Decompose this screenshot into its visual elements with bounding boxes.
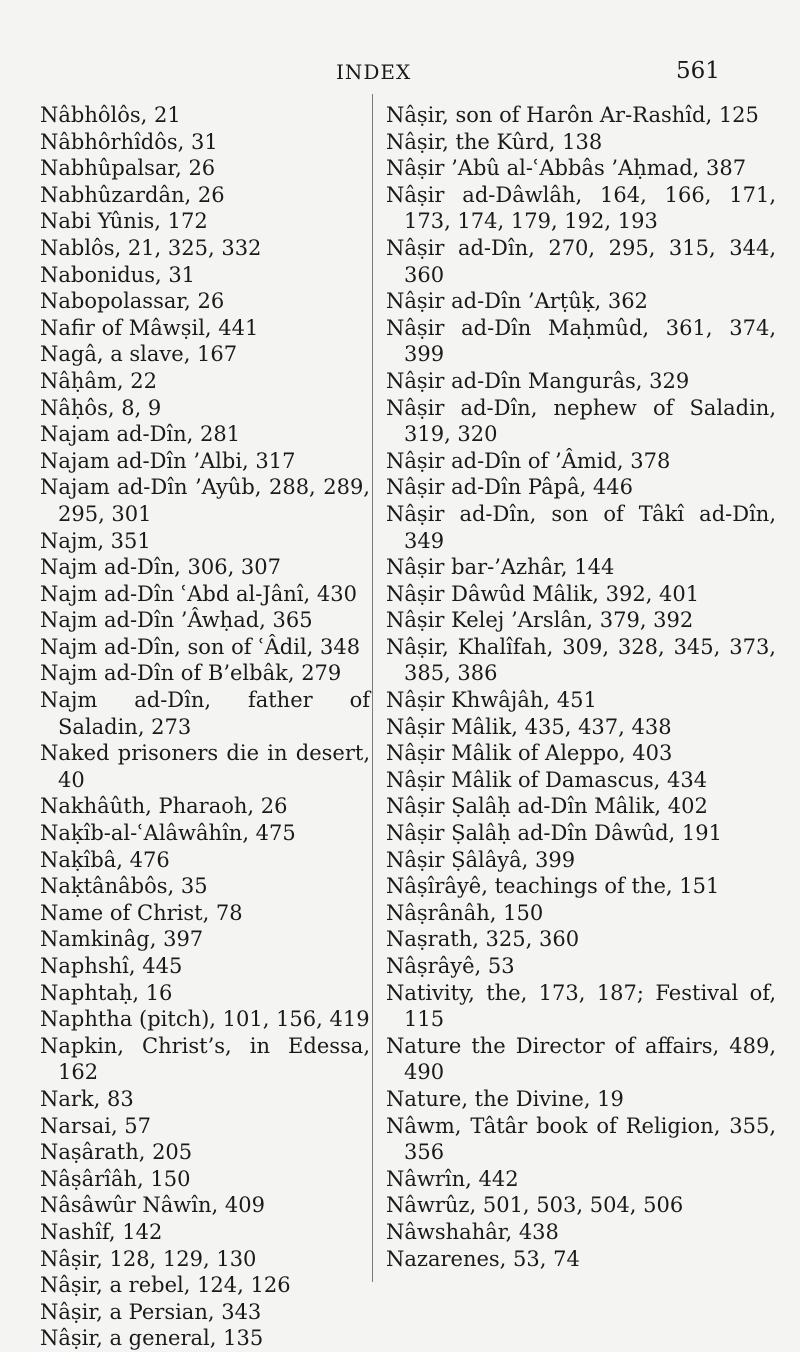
index-entry: Nâṣir, the Kûrd, 138 xyxy=(386,129,603,154)
index-column-left xyxy=(40,102,370,1352)
index-entry: Najm ad-Dîn ’Âwḥad, 365 xyxy=(40,608,313,633)
index-entry: Nâṣrâyê, 53 xyxy=(386,954,515,978)
index-column-right xyxy=(386,102,776,1272)
index-entry: Nâṣir ad-Dîn Maḥmûd, 361, 374, 399 xyxy=(386,315,776,367)
index-entry: Najm ad-Dîn ʿAbd al-Jânî, 430 xyxy=(40,581,357,606)
index-entry: Nashîf, 142 xyxy=(40,1219,163,1244)
index-entry: Nâṣir Mâlik of Damascus, 434 xyxy=(386,767,708,792)
index-entry: Nâṣîrâyê, teachings of the, 151 xyxy=(386,874,720,899)
index-entry: Nark, 83 xyxy=(40,1086,134,1111)
index-entry: Nakhâûth, Pharaoh, 26 xyxy=(40,794,288,819)
column-divider xyxy=(372,94,373,1282)
index-entry: Nâṣir Dâwûd Mâlik, 392, 401 xyxy=(386,581,700,606)
page-number: 561 xyxy=(676,58,720,84)
index-entry: Nâṣrânâh, 150 xyxy=(386,900,544,925)
index-entry: Nâṣir Mâlik, 435, 437, 438 xyxy=(386,714,672,739)
index-entry: Najm ad-Dîn, 306, 307 xyxy=(40,555,281,580)
index-entry: Nâṣir bar-’Azhâr, 144 xyxy=(386,555,615,580)
index-entry: Najm ad-Dîn of B’elbâk, 279 xyxy=(40,661,342,686)
index-entry: Najam ad-Dîn ’Ayûb, 288, 289, 295, 301 xyxy=(40,475,370,526)
index-entry: Nâṣir Ṣalâḥ ad-Dîn Dâwûd, 191 xyxy=(386,821,722,846)
index-entry: Nâṣir Ṣâlâyâ, 399 xyxy=(386,847,576,872)
index-entry: Nâwm, Tâtâr book of Religion, 355, 356 xyxy=(386,1113,776,1165)
index-entry: Najm, 351 xyxy=(40,528,151,553)
index-entry: Name of Christ, 78 xyxy=(40,900,243,925)
index-entry: Nablôs, 21, 325, 332 xyxy=(40,235,262,260)
index-entry: Nâṣir ad-Dîn, son of Tâkî ad-Dîn, 349 xyxy=(386,501,776,553)
index-entry: Nâṣârîâh, 150 xyxy=(40,1166,191,1191)
index-entry: Nazarenes, 53, 74 xyxy=(386,1246,580,1271)
index-entry: Nâṣir, son of Harôn Ar-Rashîd, 125 xyxy=(386,103,759,127)
index-entry: Namkinâg, 397 xyxy=(40,927,204,952)
index-entry: Nâṣir, a general, 135 xyxy=(40,1326,264,1351)
index-entry: Nâḥâm, 22 xyxy=(40,368,157,393)
index-entry: Nagâ, a slave, 167 xyxy=(40,342,238,367)
index-entry: Nâṣir Khwâjâh, 451 xyxy=(386,688,597,713)
index-entry: Nâṣir ad-Dîn of ’Âmid, 378 xyxy=(386,448,671,473)
index-entry: Naphtha (pitch), 101, 156, 419 xyxy=(40,1007,370,1032)
index-entry: Nâṣir ad-Dîn ’Arṭûḳ, 362 xyxy=(386,289,648,314)
index-entry: Nâsâwûr Nâwîn, 409 xyxy=(40,1193,265,1218)
index-entry: Nâṣir Kelej ’Arslân, 379, 392 xyxy=(386,608,694,633)
index-entry: Nâṣir, 128, 129, 130 xyxy=(40,1246,257,1271)
index-entry: Nâṣir ad-Dîn Mangurâs, 329 xyxy=(386,368,690,393)
page-title: INDEX xyxy=(336,60,412,84)
index-entry: Najam ad-Dîn, 281 xyxy=(40,422,241,447)
index-entry: Naḳîbâ, 476 xyxy=(40,847,170,872)
index-entry: Naphshî, 445 xyxy=(40,954,183,978)
index-entry: Nâbhôlôs, 21 xyxy=(40,103,181,127)
index-entry: Najm ad-Dîn, father of Saladin, 273 xyxy=(40,688,370,739)
index-entry: Nâṣir ad-Dîn, nephew of Saladin, 319, 320 xyxy=(386,395,776,447)
index-entry: Nature, the Divine, 19 xyxy=(386,1086,624,1111)
index-entry: Napkin, Christ’s, in Edessa, 162 xyxy=(40,1033,370,1085)
index-entry: Nature the Director of affairs, 489, 490 xyxy=(386,1033,776,1085)
index-entry: Nâṣir ad-Dîn, 270, 295, 315, 344, 360 xyxy=(386,235,776,287)
index-entry: Nâṣir ad-Dâwlâh, 164, 166, 171, 173, 174, 179, 192, 193 xyxy=(386,182,776,234)
index-entry: Nâḥôs, 8, 9 xyxy=(40,395,162,420)
index-entry: Nâṣir Mâlik of Aleppo, 403 xyxy=(386,741,673,766)
index-entry: Naṣârath, 205 xyxy=(40,1140,193,1165)
index-entry: Najam ad-Dîn ’Albi, 317 xyxy=(40,448,296,473)
index-entry: Naṣrath, 325, 360 xyxy=(386,927,580,952)
index-entry: Nafir of Mâwṣil, 441 xyxy=(40,315,259,340)
index-entry: Nabopolassar, 26 xyxy=(40,289,225,314)
index-entry: Nâṣir Ṣalâḥ ad-Dîn Mâlik, 402 xyxy=(386,794,708,819)
index-entry: Nâbhôrhîdôs, 31 xyxy=(40,129,218,154)
index-entry: Nabonidus, 31 xyxy=(40,262,196,287)
index-entry: Nâṣir, a Persian, 343 xyxy=(40,1299,262,1324)
index-entry: Nâṣir, Khalîfah, 309, 328, 345, 373, 385, 386 xyxy=(386,634,776,686)
index-entry: Narsai, 57 xyxy=(40,1113,152,1138)
index-entry: Nâwrûz, 501, 503, 504, 506 xyxy=(386,1193,684,1218)
index-entry: Naḳîb-al-ʿAlâwâhîn, 475 xyxy=(40,821,296,846)
index-entry: Nabi Yûnis, 172 xyxy=(40,209,208,234)
index-entry: Nâwrîn, 442 xyxy=(386,1166,519,1191)
index-entry: Nâṣir ’Abû al-ʿAbbâs ’Aḥmad, 387 xyxy=(386,156,747,181)
index-entry: Nâṣir, a rebel, 124, 126 xyxy=(40,1273,291,1298)
index-entry: Najm ad-Dîn, son of ʿÂdil, 348 xyxy=(40,634,361,659)
index-entry: Nabhûpalsar, 26 xyxy=(40,156,216,181)
page-header xyxy=(0,58,800,90)
index-entry: Naḳtânâbôs, 35 xyxy=(40,874,208,899)
index-entry: Nâwshahâr, 438 xyxy=(386,1219,559,1244)
index-entry: Nativity, the, 173, 187; Festival of, 115 xyxy=(386,980,776,1032)
index-entry: Naphtaḥ, 16 xyxy=(40,980,173,1005)
index-entry: Naked prisoners die in desert, 40 xyxy=(40,741,370,792)
index-entry: Nabhûzardân, 26 xyxy=(40,182,225,207)
index-entry: Nâṣir ad-Dîn Pâpâ, 446 xyxy=(386,475,634,500)
